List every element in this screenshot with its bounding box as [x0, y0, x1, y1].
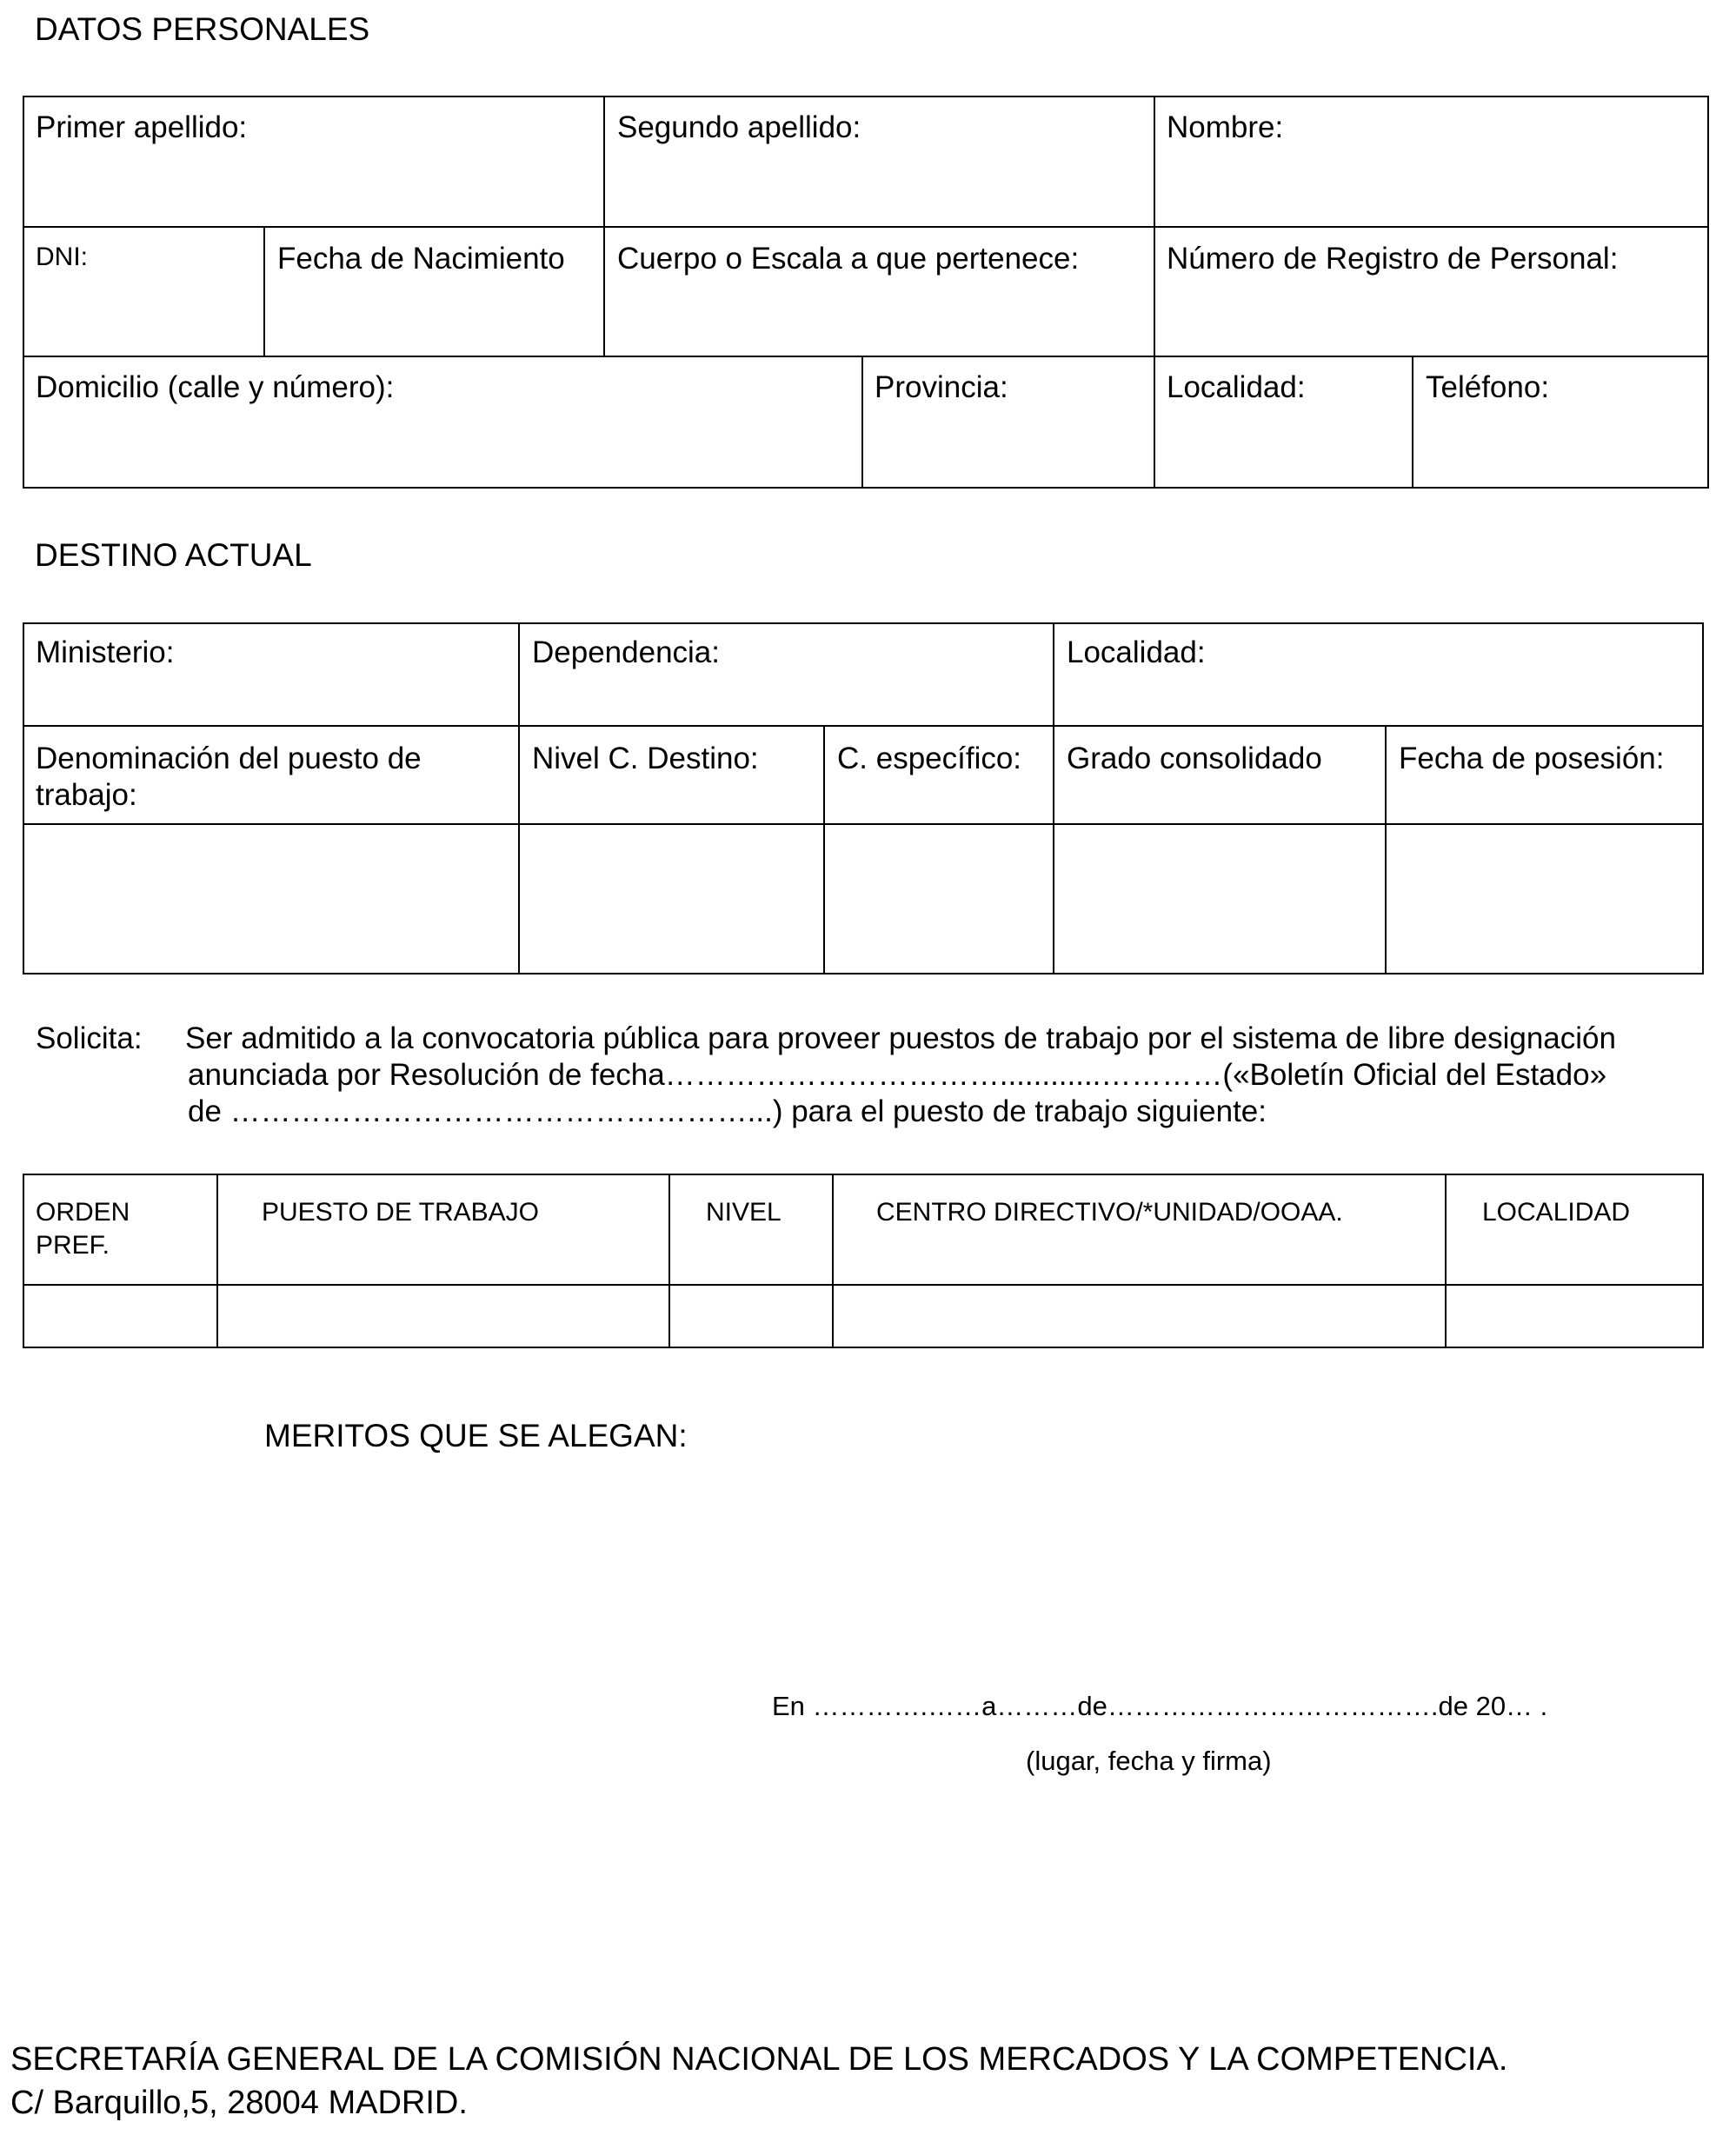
ministerio-field[interactable]: Ministerio: [36, 635, 175, 669]
section-title-datos-personales: DATOS PERSONALES [35, 11, 370, 47]
column-divider [603, 96, 605, 356]
solicita-line-2: anunciada por Resolución de fecha……………………………............…………(«Boletín Oficial del Estado» [188, 1058, 1607, 1092]
solicita-line-1: Ser admitido a la convocatoria pública para proveer puestos de trabajo por el sistema de libre designación [185, 1021, 1616, 1055]
column-divider [1154, 96, 1155, 489]
centro-directivo-input[interactable] [834, 1286, 1445, 1347]
domicilio-field[interactable]: Domicilio (calle y número): [36, 370, 395, 404]
firma-line[interactable]: En ………….……a………de……………………………….de 20… . [772, 1691, 1548, 1721]
primer-apellido-field[interactable]: Primer apellido: [36, 110, 248, 144]
denominacion-puesto-input[interactable] [24, 825, 518, 973]
c-especifico-input[interactable] [825, 825, 1053, 973]
localidad-input[interactable] [1447, 1286, 1702, 1347]
localidad-field[interactable]: Localidad: [1167, 370, 1306, 404]
column-divider [263, 226, 265, 356]
provincia-field[interactable]: Provincia: [875, 370, 1008, 404]
numero-registro-field[interactable]: Número de Registro de Personal: [1167, 242, 1619, 276]
nivel-input[interactable] [670, 1286, 832, 1347]
dni-field[interactable]: DNI: [36, 243, 88, 271]
fecha-posesion-label: Fecha de posesión: [1399, 742, 1665, 775]
header-orden-pref: ORDEN PREF. [36, 1198, 130, 1260]
solicita-line-3: de ……………………………………………...) para el puesto de trabajo siguiente: [188, 1094, 1267, 1128]
telefono-field[interactable]: Teléfono: [1426, 370, 1550, 404]
datos-personales-border [23, 96, 1709, 489]
header-puesto-trabajo: PUESTO DE TRABAJO [262, 1198, 539, 1227]
orden-pref-input[interactable] [24, 1286, 216, 1347]
nivel-destino-input[interactable] [520, 825, 823, 973]
puesto-trabajo-input[interactable] [218, 1286, 668, 1347]
row-divider [23, 356, 1709, 357]
header-localidad: LOCALIDAD [1482, 1198, 1631, 1227]
row-divider [23, 725, 1704, 727]
cuerpo-escala-field[interactable]: Cuerpo o Escala a que pertenece: [617, 242, 1080, 276]
footer-address-line-2: C/ Barquillo,5, 28004 MADRID. [10, 2085, 468, 2121]
meritos-input-area[interactable] [23, 1469, 1704, 1669]
nivel-destino-label: Nivel C. Destino: [532, 742, 759, 775]
grado-consolidado-input[interactable] [1054, 825, 1385, 973]
firma-caption: (lugar, fecha y firma) [1026, 1746, 1272, 1776]
header-centro-directivo: CENTRO DIRECTIVO/*UNIDAD/OOAA. [876, 1198, 1343, 1227]
c-especifico-label: C. específico: [837, 742, 1022, 775]
fecha-nacimiento-field[interactable]: Fecha de Nacimiento [277, 242, 565, 276]
meritos-title: MERITOS QUE SE ALEGAN: [264, 1418, 688, 1453]
nombre-field[interactable]: Nombre: [1167, 110, 1284, 144]
denominacion-puesto-label: Denominación del puesto de trabajo: [36, 742, 422, 812]
solicita-label: Solicita: [36, 1021, 143, 1055]
dependencia-field[interactable]: Dependencia: [532, 635, 720, 669]
footer-address-line-1: SECRETARÍA GENERAL DE LA COMISIÓN NACIONAL DE LOS MERCADOS Y LA COMPETENCIA. [10, 2041, 1508, 2078]
section-title-destino-actual: DESTINO ACTUAL [35, 537, 312, 573]
row-divider [23, 226, 1709, 228]
grado-consolidado-label: Grado consolidado [1067, 742, 1322, 775]
header-nivel: NIVEL [706, 1198, 782, 1227]
segundo-apellido-field[interactable]: Segundo apellido: [617, 110, 861, 144]
localidad-destino-field[interactable]: Localidad: [1067, 635, 1206, 669]
column-divider [1412, 356, 1413, 489]
column-divider [861, 356, 863, 489]
fecha-posesion-input[interactable] [1387, 825, 1702, 973]
